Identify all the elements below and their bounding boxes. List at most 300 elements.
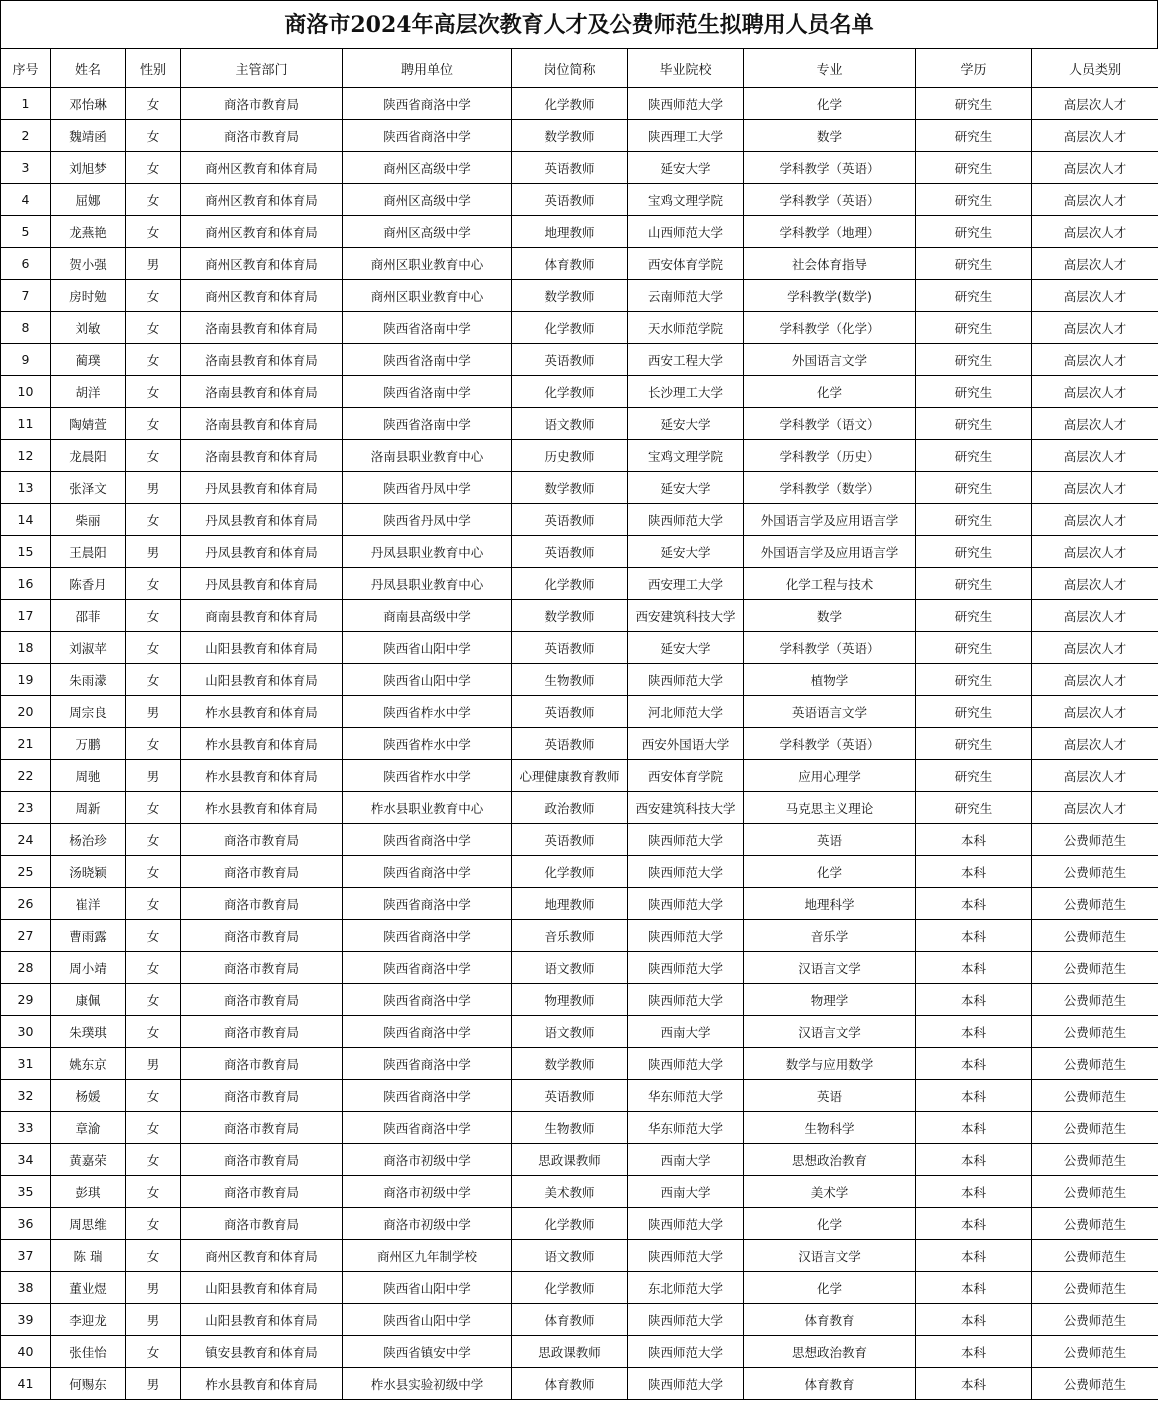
cell-school: 河北师范大学 [628, 696, 744, 728]
cell-school: 陕西师范大学 [628, 88, 744, 120]
cell-name: 蔺璞 [51, 344, 126, 376]
cell-employer: 陕西省丹凤中学 [343, 472, 512, 504]
cell-position: 地理教师 [512, 216, 628, 248]
cell-degree: 本科 [916, 920, 1032, 952]
table-row [1, 1272, 1158, 1304]
cell-index: 9 [1, 344, 51, 376]
cell-index: 35 [1, 1176, 51, 1208]
cell-gender: 女 [126, 824, 181, 856]
cell-employer: 陕西省商洛中学 [343, 824, 512, 856]
cell-degree: 研究生 [916, 536, 1032, 568]
cell-employer: 丹凤县职业教育中心 [343, 568, 512, 600]
cell-department: 商洛市教育局 [181, 88, 343, 120]
cell-position: 数学教师 [512, 472, 628, 504]
cell-position: 美术教师 [512, 1176, 628, 1208]
cell-school: 陕西师范大学 [628, 1368, 744, 1400]
cell-department: 丹凤县教育和体育局 [181, 472, 343, 504]
cell-index: 17 [1, 600, 51, 632]
cell-gender: 女 [126, 920, 181, 952]
cell-school: 延安大学 [628, 152, 744, 184]
cell-name: 刘淑苹 [51, 632, 126, 664]
cell-employer: 陕西省商洛中学 [343, 888, 512, 920]
cell-school: 西安建筑科技大学 [628, 600, 744, 632]
col-header-gender: 性别 [126, 49, 181, 88]
cell-department: 山阳县教育和体育局 [181, 1304, 343, 1336]
table-header [1, 49, 1158, 88]
cell-school: 陕西师范大学 [628, 1240, 744, 1272]
cell-major: 化学工程与技术 [744, 568, 916, 600]
cell-index: 30 [1, 1016, 51, 1048]
header-row [1, 49, 1158, 88]
col-header-position: 岗位简称 [512, 49, 628, 88]
table-row [1, 856, 1158, 888]
cell-degree: 研究生 [916, 248, 1032, 280]
cell-school: 延安大学 [628, 472, 744, 504]
cell-degree: 研究生 [916, 792, 1032, 824]
cell-position: 体育教师 [512, 248, 628, 280]
cell-degree: 本科 [916, 888, 1032, 920]
col-header-department: 主管部门 [181, 49, 343, 88]
cell-employer: 陕西省洛南中学 [343, 312, 512, 344]
cell-employer: 商洛市初级中学 [343, 1176, 512, 1208]
table-row [1, 600, 1158, 632]
cell-index: 39 [1, 1304, 51, 1336]
cell-school: 陕西理工大学 [628, 120, 744, 152]
cell-gender: 女 [126, 1144, 181, 1176]
cell-category: 高层次人才 [1032, 472, 1158, 504]
cell-major: 物理学 [744, 984, 916, 1016]
cell-index: 25 [1, 856, 51, 888]
cell-index: 4 [1, 184, 51, 216]
cell-name: 章渝 [51, 1112, 126, 1144]
table-row [1, 440, 1158, 472]
cell-major: 学科教学（数学） [744, 472, 916, 504]
cell-employer: 商洛市初级中学 [343, 1144, 512, 1176]
table-row [1, 1048, 1158, 1080]
cell-position: 化学教师 [512, 568, 628, 600]
cell-department: 商州区教育和体育局 [181, 280, 343, 312]
cell-employer: 陕西省商洛中学 [343, 920, 512, 952]
cell-major: 学科教学（语文） [744, 408, 916, 440]
cell-major: 植物学 [744, 664, 916, 696]
cell-category: 高层次人才 [1032, 344, 1158, 376]
cell-school: 陕西师范大学 [628, 952, 744, 984]
cell-degree: 本科 [916, 1336, 1032, 1368]
cell-degree: 研究生 [916, 216, 1032, 248]
table-row [1, 472, 1158, 504]
cell-name: 何赐东 [51, 1368, 126, 1400]
table-row [1, 408, 1158, 440]
cell-index: 28 [1, 952, 51, 984]
table-row [1, 792, 1158, 824]
cell-index: 20 [1, 696, 51, 728]
table-row [1, 1112, 1158, 1144]
cell-degree: 本科 [916, 1144, 1032, 1176]
col-header-degree: 学历 [916, 49, 1032, 88]
cell-major: 体育教育 [744, 1304, 916, 1336]
table-row [1, 888, 1158, 920]
cell-category: 公费师范生 [1032, 1368, 1158, 1400]
cell-major: 生物科学 [744, 1112, 916, 1144]
cell-degree: 研究生 [916, 312, 1032, 344]
cell-major: 思想政治教育 [744, 1144, 916, 1176]
cell-position: 化学教师 [512, 88, 628, 120]
cell-employer: 陕西省商洛中学 [343, 1080, 512, 1112]
cell-degree: 本科 [916, 1240, 1032, 1272]
cell-degree: 研究生 [916, 152, 1032, 184]
cell-position: 生物教师 [512, 664, 628, 696]
cell-category: 高层次人才 [1032, 216, 1158, 248]
cell-index: 5 [1, 216, 51, 248]
cell-gender: 男 [126, 536, 181, 568]
table-body [1, 88, 1158, 1400]
cell-name: 张佳怡 [51, 1336, 126, 1368]
cell-school: 延安大学 [628, 536, 744, 568]
cell-major: 英语 [744, 824, 916, 856]
cell-name: 王晨阳 [51, 536, 126, 568]
cell-degree: 研究生 [916, 440, 1032, 472]
cell-employer: 陕西省丹凤中学 [343, 504, 512, 536]
cell-department: 丹凤县教育和体育局 [181, 536, 343, 568]
cell-name: 陈香月 [51, 568, 126, 600]
cell-department: 柞水县教育和体育局 [181, 728, 343, 760]
cell-name: 周新 [51, 792, 126, 824]
cell-gender: 女 [126, 1208, 181, 1240]
cell-gender: 女 [126, 1080, 181, 1112]
cell-index: 18 [1, 632, 51, 664]
cell-employer: 陕西省柞水中学 [343, 760, 512, 792]
cell-school: 西南大学 [628, 1144, 744, 1176]
cell-category: 公费师范生 [1032, 984, 1158, 1016]
cell-major: 学科教学(数学) [744, 280, 916, 312]
cell-employer: 陕西省山阳中学 [343, 632, 512, 664]
cell-major: 化学 [744, 88, 916, 120]
cell-degree: 本科 [916, 984, 1032, 1016]
table-row [1, 1304, 1158, 1336]
cell-index: 33 [1, 1112, 51, 1144]
cell-position: 语文教师 [512, 1016, 628, 1048]
cell-position: 数学教师 [512, 1048, 628, 1080]
cell-department: 洛南县教育和体育局 [181, 344, 343, 376]
cell-department: 商洛市教育局 [181, 1176, 343, 1208]
cell-category: 高层次人才 [1032, 568, 1158, 600]
cell-degree: 研究生 [916, 600, 1032, 632]
cell-degree: 本科 [916, 1368, 1032, 1400]
cell-name: 柴丽 [51, 504, 126, 536]
cell-degree: 研究生 [916, 696, 1032, 728]
cell-department: 洛南县教育和体育局 [181, 408, 343, 440]
cell-employer: 陕西省山阳中学 [343, 1272, 512, 1304]
cell-position: 英语教师 [512, 344, 628, 376]
cell-department: 商洛市教育局 [181, 888, 343, 920]
cell-employer: 洛南县职业教育中心 [343, 440, 512, 472]
cell-degree: 研究生 [916, 184, 1032, 216]
cell-department: 商洛市教育局 [181, 856, 343, 888]
cell-department: 商州区教育和体育局 [181, 216, 343, 248]
cell-name: 朱璞琪 [51, 1016, 126, 1048]
cell-department: 商洛市教育局 [181, 120, 343, 152]
cell-name: 陈 瑞 [51, 1240, 126, 1272]
cell-school: 宝鸡文理学院 [628, 440, 744, 472]
cell-name: 康佩 [51, 984, 126, 1016]
cell-department: 商洛市教育局 [181, 1112, 343, 1144]
cell-school: 陕西师范大学 [628, 824, 744, 856]
cell-school: 陕西师范大学 [628, 664, 744, 696]
cell-major: 汉语言文学 [744, 952, 916, 984]
col-header-employer: 聘用单位 [343, 49, 512, 88]
cell-category: 公费师范生 [1032, 1144, 1158, 1176]
cell-school: 东北师范大学 [628, 1272, 744, 1304]
cell-school: 陕西师范大学 [628, 920, 744, 952]
cell-position: 体育教师 [512, 1304, 628, 1336]
cell-index: 15 [1, 536, 51, 568]
cell-gender: 女 [126, 952, 181, 984]
cell-employer: 陕西省商洛中学 [343, 1048, 512, 1080]
cell-category: 高层次人才 [1032, 184, 1158, 216]
cell-gender: 男 [126, 760, 181, 792]
cell-index: 37 [1, 1240, 51, 1272]
cell-category: 公费师范生 [1032, 1016, 1158, 1048]
cell-index: 1 [1, 88, 51, 120]
cell-school: 西安体育学院 [628, 760, 744, 792]
cell-index: 38 [1, 1272, 51, 1304]
table-row [1, 1368, 1158, 1400]
table-row [1, 216, 1158, 248]
cell-position: 英语教师 [512, 632, 628, 664]
cell-index: 11 [1, 408, 51, 440]
cell-position: 英语教师 [512, 824, 628, 856]
cell-name: 彭琪 [51, 1176, 126, 1208]
cell-major: 汉语言文学 [744, 1016, 916, 1048]
cell-department: 商州区教育和体育局 [181, 248, 343, 280]
cell-index: 3 [1, 152, 51, 184]
personnel-table [0, 48, 1158, 1400]
table-row [1, 184, 1158, 216]
cell-gender: 女 [126, 184, 181, 216]
cell-gender: 女 [126, 984, 181, 1016]
cell-department: 商洛市教育局 [181, 1208, 343, 1240]
cell-department: 商南县教育和体育局 [181, 600, 343, 632]
cell-name: 胡洋 [51, 376, 126, 408]
cell-index: 27 [1, 920, 51, 952]
cell-major: 外国语言学及应用语言学 [744, 536, 916, 568]
cell-gender: 女 [126, 664, 181, 696]
cell-degree: 本科 [916, 1080, 1032, 1112]
cell-index: 12 [1, 440, 51, 472]
cell-major: 美术学 [744, 1176, 916, 1208]
cell-employer: 陕西省柞水中学 [343, 696, 512, 728]
cell-index: 22 [1, 760, 51, 792]
cell-position: 心理健康教育教师 [512, 760, 628, 792]
cell-gender: 男 [126, 1048, 181, 1080]
table-row [1, 120, 1158, 152]
cell-major: 思想政治教育 [744, 1336, 916, 1368]
cell-school: 西安外国语大学 [628, 728, 744, 760]
cell-school: 华东师范大学 [628, 1080, 744, 1112]
cell-name: 崔洋 [51, 888, 126, 920]
cell-index: 24 [1, 824, 51, 856]
cell-employer: 陕西省商洛中学 [343, 88, 512, 120]
cell-category: 高层次人才 [1032, 504, 1158, 536]
cell-gender: 女 [126, 856, 181, 888]
cell-school: 延安大学 [628, 408, 744, 440]
cell-gender: 女 [126, 1336, 181, 1368]
cell-position: 英语教师 [512, 1080, 628, 1112]
cell-employer: 柞水县职业教育中心 [343, 792, 512, 824]
cell-employer: 陕西省洛南中学 [343, 376, 512, 408]
table-row [1, 696, 1158, 728]
cell-department: 商州区教育和体育局 [181, 1240, 343, 1272]
table-row [1, 984, 1158, 1016]
cell-school: 陕西师范大学 [628, 888, 744, 920]
cell-gender: 女 [126, 216, 181, 248]
cell-index: 7 [1, 280, 51, 312]
cell-gender: 女 [126, 1176, 181, 1208]
table-row [1, 1144, 1158, 1176]
cell-category: 公费师范生 [1032, 1240, 1158, 1272]
cell-employer: 陕西省山阳中学 [343, 664, 512, 696]
cell-department: 柞水县教育和体育局 [181, 696, 343, 728]
cell-name: 杨治珍 [51, 824, 126, 856]
cell-school: 西安建筑科技大学 [628, 792, 744, 824]
cell-employer: 商州区九年制学校 [343, 1240, 512, 1272]
cell-name: 汤晓颖 [51, 856, 126, 888]
cell-index: 13 [1, 472, 51, 504]
cell-name: 刘敏 [51, 312, 126, 344]
table-row [1, 248, 1158, 280]
cell-employer: 商州区高级中学 [343, 184, 512, 216]
cell-gender: 女 [126, 728, 181, 760]
cell-category: 高层次人才 [1032, 760, 1158, 792]
cell-index: 16 [1, 568, 51, 600]
cell-name: 房时勉 [51, 280, 126, 312]
col-header-school: 毕业院校 [628, 49, 744, 88]
cell-degree: 本科 [916, 824, 1032, 856]
cell-degree: 本科 [916, 1176, 1032, 1208]
cell-employer: 陕西省山阳中学 [343, 1304, 512, 1336]
cell-category: 高层次人才 [1032, 728, 1158, 760]
cell-major: 英语 [744, 1080, 916, 1112]
cell-employer: 陕西省商洛中学 [343, 120, 512, 152]
cell-department: 商洛市教育局 [181, 824, 343, 856]
cell-name: 李迎龙 [51, 1304, 126, 1336]
cell-gender: 女 [126, 344, 181, 376]
cell-index: 31 [1, 1048, 51, 1080]
cell-employer: 丹凤县职业教育中心 [343, 536, 512, 568]
cell-school: 西安理工大学 [628, 568, 744, 600]
cell-category: 公费师范生 [1032, 888, 1158, 920]
cell-position: 物理教师 [512, 984, 628, 1016]
cell-name: 贺小强 [51, 248, 126, 280]
table-row [1, 728, 1158, 760]
cell-name: 邓怡琳 [51, 88, 126, 120]
cell-category: 公费师范生 [1032, 1048, 1158, 1080]
cell-category: 高层次人才 [1032, 248, 1158, 280]
cell-name: 张泽文 [51, 472, 126, 504]
cell-school: 陕西师范大学 [628, 1208, 744, 1240]
cell-gender: 女 [126, 1240, 181, 1272]
cell-gender: 女 [126, 88, 181, 120]
cell-index: 29 [1, 984, 51, 1016]
table-row [1, 504, 1158, 536]
cell-degree: 研究生 [916, 760, 1032, 792]
cell-department: 商洛市教育局 [181, 984, 343, 1016]
cell-employer: 柞水县实验初级中学 [343, 1368, 512, 1400]
cell-position: 音乐教师 [512, 920, 628, 952]
col-header-major: 专业 [744, 49, 916, 88]
cell-name: 曹雨露 [51, 920, 126, 952]
cell-employer: 商州区高级中学 [343, 216, 512, 248]
cell-school: 长沙理工大学 [628, 376, 744, 408]
cell-department: 山阳县教育和体育局 [181, 632, 343, 664]
cell-major: 数学 [744, 120, 916, 152]
cell-department: 商州区教育和体育局 [181, 152, 343, 184]
cell-degree: 本科 [916, 1304, 1032, 1336]
cell-name: 朱雨濛 [51, 664, 126, 696]
cell-category: 高层次人才 [1032, 408, 1158, 440]
cell-degree: 研究生 [916, 472, 1032, 504]
cell-name: 周小靖 [51, 952, 126, 984]
col-header-category: 人员类别 [1032, 49, 1158, 88]
cell-gender: 男 [126, 696, 181, 728]
cell-school: 西安体育学院 [628, 248, 744, 280]
cell-position: 思政课教师 [512, 1144, 628, 1176]
cell-school: 天水师范学院 [628, 312, 744, 344]
table-row [1, 536, 1158, 568]
cell-major: 音乐学 [744, 920, 916, 952]
cell-gender: 男 [126, 1304, 181, 1336]
cell-school: 西南大学 [628, 1176, 744, 1208]
cell-position: 历史教师 [512, 440, 628, 472]
cell-position: 语文教师 [512, 408, 628, 440]
cell-employer: 陕西省商洛中学 [343, 984, 512, 1016]
cell-category: 高层次人才 [1032, 88, 1158, 120]
cell-category: 高层次人才 [1032, 696, 1158, 728]
cell-degree: 本科 [916, 1208, 1032, 1240]
cell-name: 万鹏 [51, 728, 126, 760]
table-row [1, 1208, 1158, 1240]
cell-index: 26 [1, 888, 51, 920]
cell-gender: 女 [126, 376, 181, 408]
cell-school: 山西师范大学 [628, 216, 744, 248]
cell-gender: 女 [126, 792, 181, 824]
cell-gender: 女 [126, 600, 181, 632]
table-row [1, 280, 1158, 312]
table-row [1, 760, 1158, 792]
cell-position: 政治教师 [512, 792, 628, 824]
cell-category: 高层次人才 [1032, 632, 1158, 664]
cell-employer: 陕西省商洛中学 [343, 856, 512, 888]
cell-position: 英语教师 [512, 504, 628, 536]
cell-school: 陕西师范大学 [628, 984, 744, 1016]
cell-gender: 女 [126, 1016, 181, 1048]
cell-department: 柞水县教育和体育局 [181, 1368, 343, 1400]
cell-position: 英语教师 [512, 152, 628, 184]
col-header-index: 序号 [1, 49, 51, 88]
table-row [1, 152, 1158, 184]
cell-gender: 男 [126, 472, 181, 504]
cell-index: 32 [1, 1080, 51, 1112]
cell-degree: 本科 [916, 1048, 1032, 1080]
cell-major: 外国语言文学 [744, 344, 916, 376]
cell-employer: 商州区职业教育中心 [343, 248, 512, 280]
cell-school: 陕西师范大学 [628, 1048, 744, 1080]
cell-name: 周思维 [51, 1208, 126, 1240]
table-row [1, 88, 1158, 120]
cell-position: 化学教师 [512, 856, 628, 888]
cell-department: 山阳县教育和体育局 [181, 1272, 343, 1304]
cell-position: 英语教师 [512, 184, 628, 216]
